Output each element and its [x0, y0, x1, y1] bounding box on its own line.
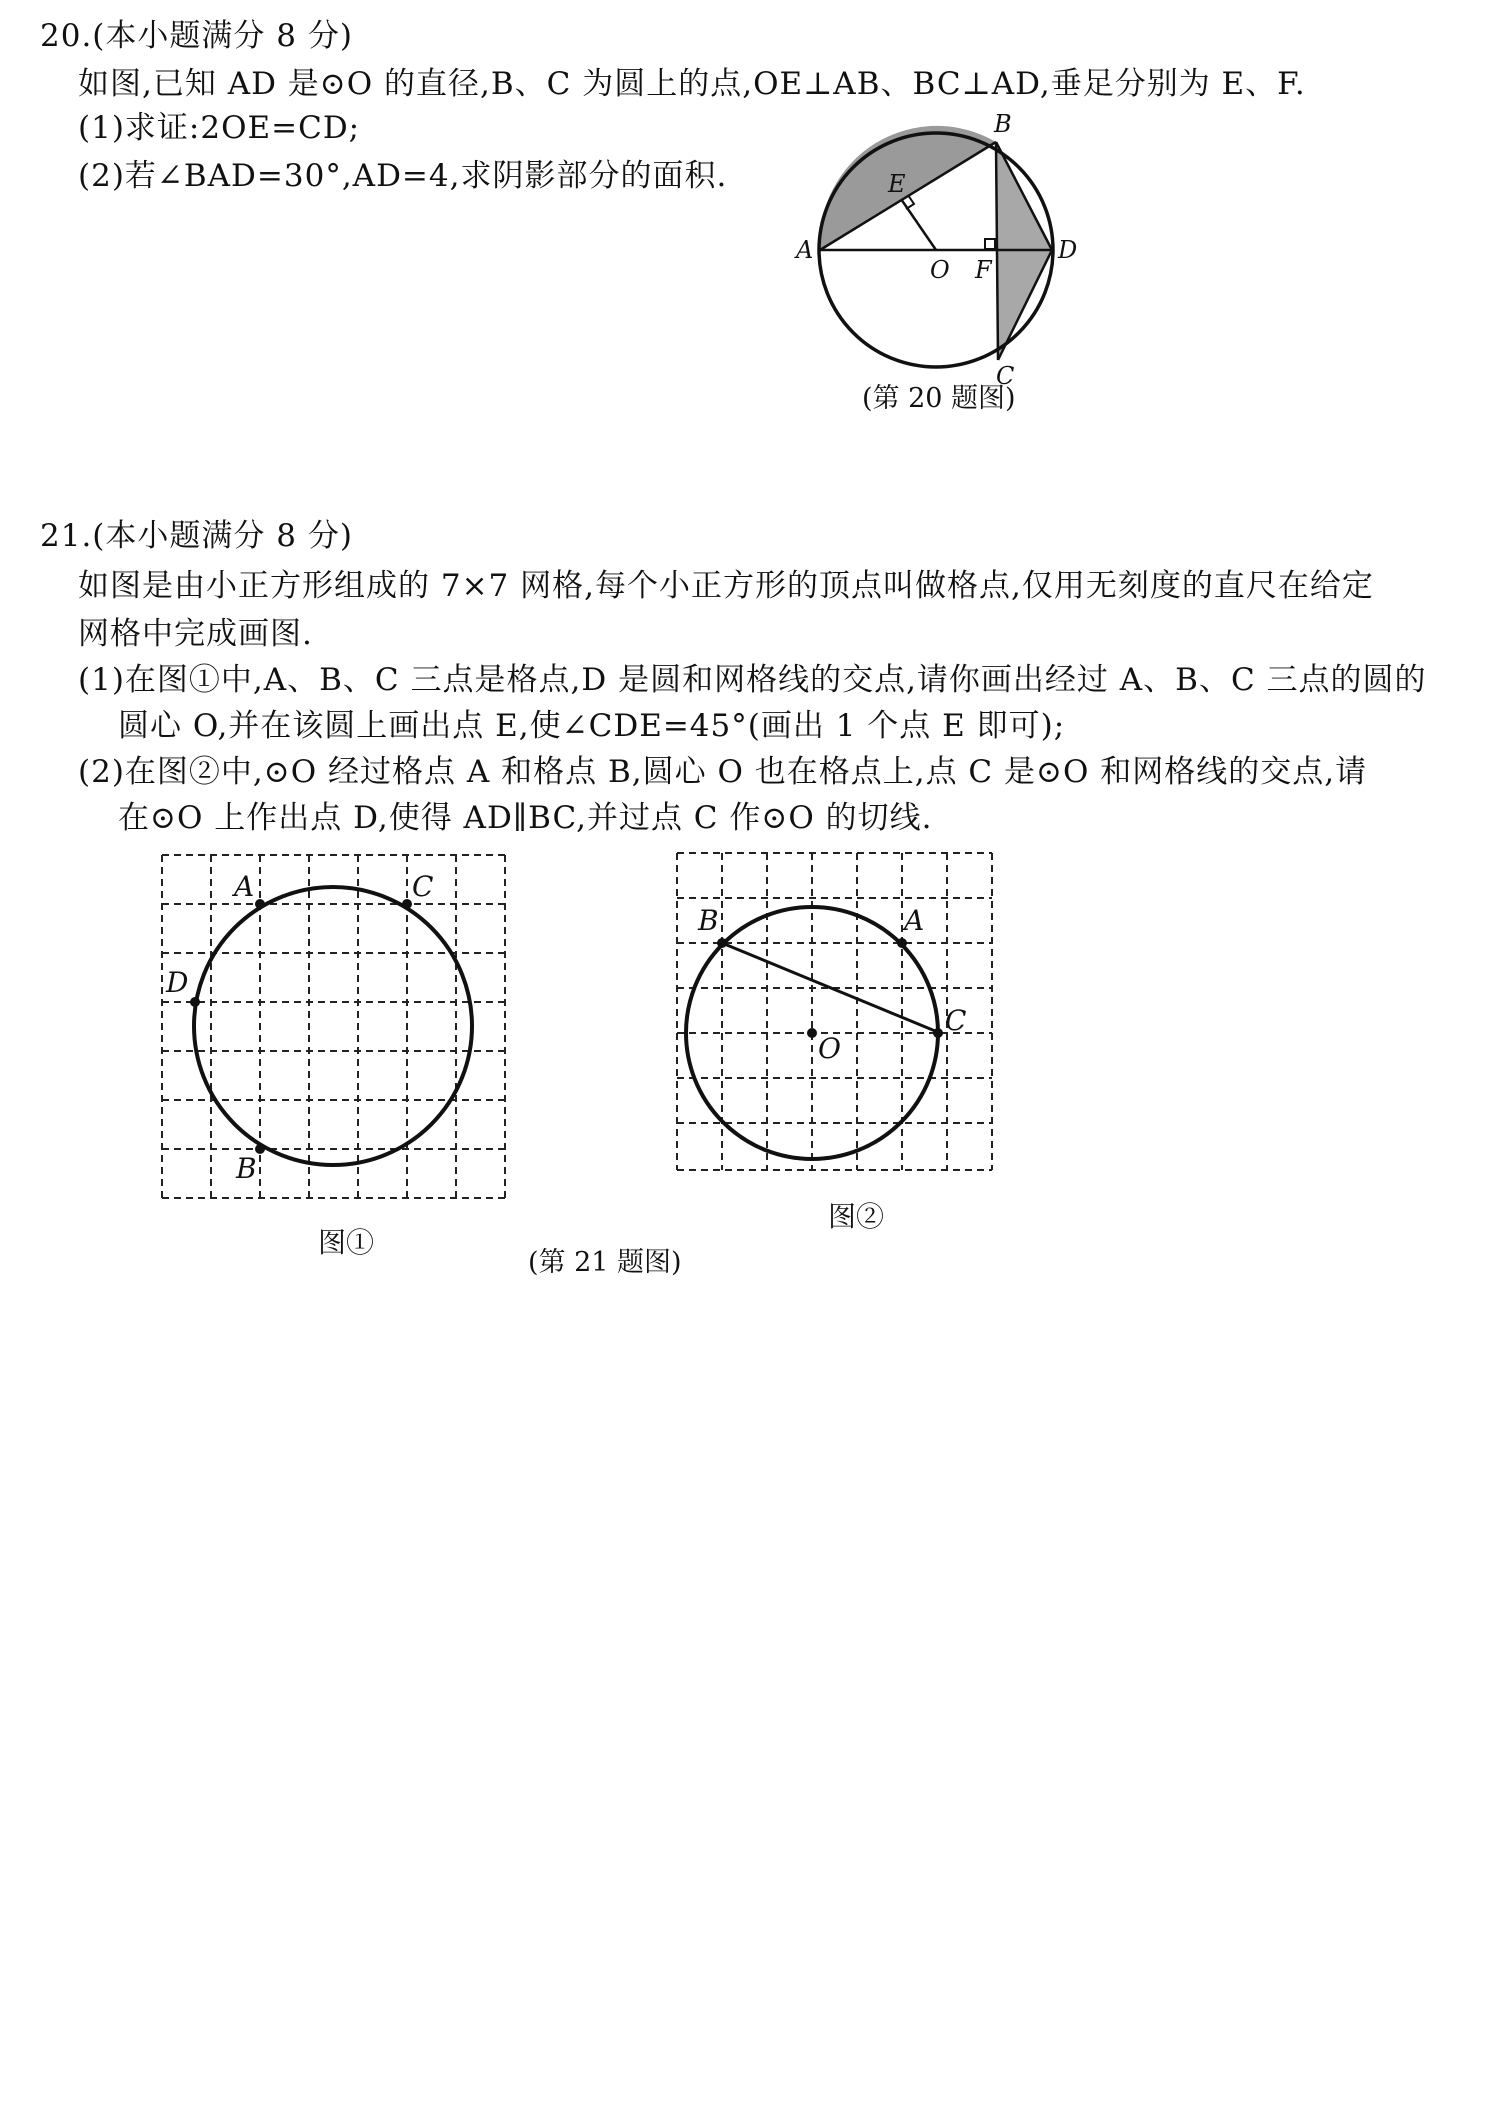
- q21-header: 21.(本小题满分 8 分): [40, 518, 353, 554]
- q21-part1-line1: (1)在图①中,A、B、C 三点是格点,D 是圆和网格线的交点,请你画出经过 A、B、C 三点的圆的: [78, 662, 1427, 698]
- q21-figure1-caption: 图①: [318, 1226, 375, 1259]
- q21-figure2-point-a: [897, 938, 907, 948]
- q21-figure1-label-c: C: [412, 870, 434, 903]
- q20-stem: 如图,已知 AD 是⊙O 的直径,B、C 为圆上的点,OE⊥AB、BC⊥AD,垂足分别为 E、F.: [78, 66, 1306, 102]
- q21-figure2-label-a: A: [904, 904, 925, 937]
- q21-figure1-label-b: B: [236, 1152, 257, 1185]
- q21-figure2-point-o: [807, 1028, 817, 1038]
- q20-label-c: C: [996, 362, 1015, 390]
- q21-figure2-point-c: [933, 1028, 943, 1038]
- q20-part2: (2)若∠BAD=30°,AD=4,求阴影部分的面积.: [78, 158, 728, 194]
- q21-figure2-point-b: [717, 938, 727, 948]
- q20-label-o: O: [930, 256, 950, 284]
- q20-label-e: E: [888, 170, 906, 198]
- q21-part1-line2: 圆心 O,并在该圆上画出点 E,使∠CDE=45°(画出 1 个点 E 即可);: [118, 708, 1066, 744]
- q20-label-a: A: [796, 236, 814, 264]
- q20-header: 20.(本小题满分 8 分): [40, 18, 353, 54]
- q20-figure-caption: (第 20 题图): [862, 383, 1016, 414]
- q21-figure2-caption: 图②: [828, 1200, 885, 1233]
- q21-stem-line2: 网格中完成画图.: [78, 616, 313, 652]
- q21-figure2-label-c: C: [945, 1004, 967, 1037]
- q20-part1: (1)求证:2OE=CD;: [78, 110, 361, 146]
- q20-label-d: D: [1058, 236, 1078, 264]
- q20-label-b: B: [994, 110, 1012, 138]
- q21-figure2-label-o: O: [818, 1032, 841, 1065]
- q21-part2-line1: (2)在图②中,⊙O 经过格点 A 和格点 B,圆心 O 也在格点上,点 C 是⊙O 和网格线的交点,请: [78, 754, 1368, 790]
- q21-part2-line2: 在⊙O 上作出点 D,使得 AD∥BC,并过点 C 作⊙O 的切线.: [118, 800, 933, 836]
- q21-figure-caption: (第 21 题图): [528, 1247, 682, 1278]
- q21-figure2-label-b: B: [698, 904, 719, 937]
- q20-label-f: F: [975, 256, 992, 284]
- q21-stem-line1: 如图是由小正方形组成的 7×7 网格,每个小正方形的顶点叫做格点,仅用无刻度的直尺在给定: [78, 568, 1374, 604]
- q21-figure1-label-d: D: [166, 966, 189, 999]
- q21-figure1-label-a: A: [234, 870, 255, 903]
